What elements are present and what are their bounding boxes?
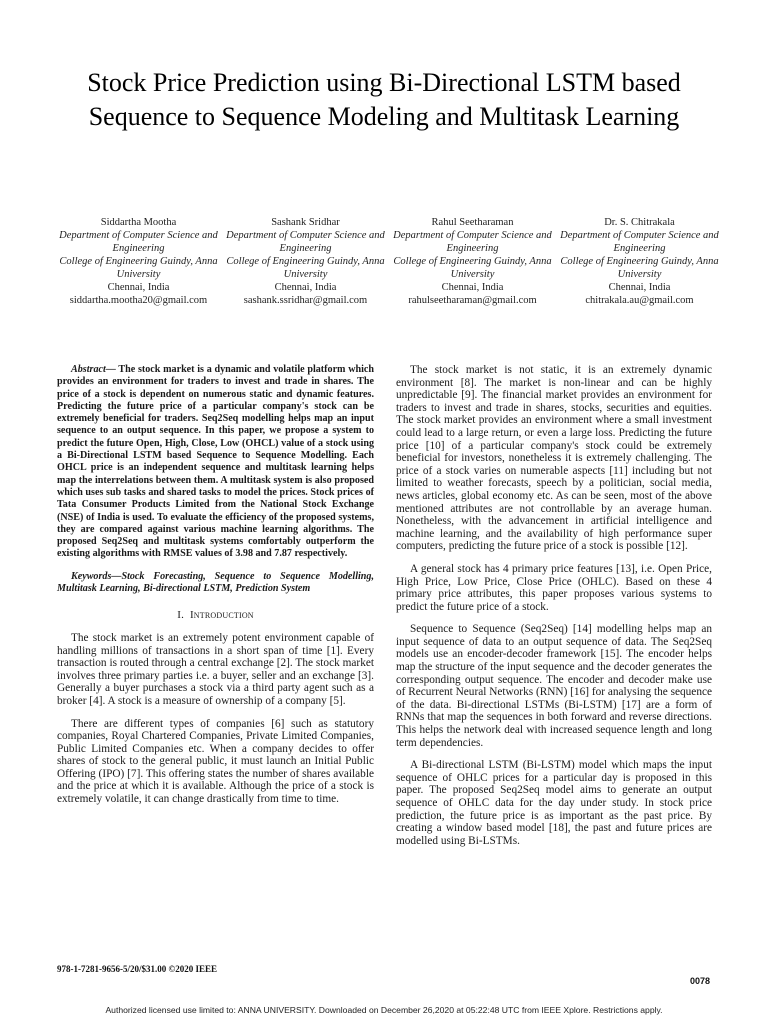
- author-block: [55, 216, 723, 307]
- author-email: sashank.ssridhar@gmail.com: [243, 295, 368, 306]
- copyright-footer: 978-1-7281-9656-5/20/$31.00 ©2020 IEEE: [57, 964, 217, 974]
- page-number: 0078: [689, 976, 710, 986]
- section-title: Introduction: [189, 609, 254, 622]
- author-dept: Department of Computer Science and Engineering: [560, 230, 719, 254]
- body-paragraph: There are different types of companies [6] such as statutory companies, Royal Chartered Companies, Private Limited Companies, Public Limited Companies etc. When a company decides to offer shares of stock to the general public, it must launch an Initial Public Offering (IPO) [7]. This offering states the number of shares available and the price at which it is available. Although the price of a stock is extremely volatile, it can change drastically from time to time.: [57, 717, 374, 806]
- section-number: I.: [177, 609, 185, 622]
- author-dept: Department of Computer Science and Engineering: [393, 230, 552, 254]
- left-column: [57, 364, 374, 806]
- author-name: Dr. S. Chitrakala: [604, 217, 675, 228]
- author-college: College of Engineering Guindy, Anna University: [59, 256, 218, 280]
- paper-title: Stock Price Prediction using Bi-Directional LSTM based Sequence to Sequence Modeling and Multitask Learning: [87, 68, 681, 131]
- author-college: College of Engineering Guindy, Anna University: [226, 256, 385, 280]
- body-paragraph: The stock market is an extremely potent environment capable of handling millions of transactions in a short span of time [1]. Every transaction is routed through a central exchange [2]. The stock market involves three primary parties i.e. a buyer, seller and an exchange [3]. Generally a buyer purchases a stock via a third party agent such as a broker [4]. A stock is a measure of ownership of a company [5].: [57, 631, 374, 707]
- author-2: [222, 216, 389, 307]
- author-1: [55, 216, 222, 307]
- author-3: [389, 216, 556, 307]
- author-name: Rahul Seetharaman: [431, 217, 514, 228]
- body-paragraph: A Bi-directional LSTM (Bi-LSTM) model which maps the input sequence of OHLC prices for a particular day is proposed in this paper. The proposed Seq2Seq model aims to generate an output sequence of OHLC data for the day under study. In stock price prediction, the future price is as important as the past price. By creating a window based model [18], the past and future prices are modelled using Bi-LSTMs.: [396, 759, 712, 847]
- author-email: rahulseetharaman@gmail.com: [408, 295, 537, 306]
- author-name: Siddartha Mootha: [100, 217, 177, 228]
- abstract-text: The stock market is a dynamic and volatile platform which provides an environment for traders to invest and trade in shares. The price of a stock is dependent on numerous static and dynamic features. Predicting the future price of a particular company's stock can be extremely beneficial for traders. Seq2Seq modelling helps map an input sequence to an output sequence. In this paper, we propose a system to predict the future Open, High, Close, Low (OHCL) value of a stock using a Bi-Directional LSTM based Sequence to Sequence Modelling. Each OHCL price is an independent sequence and multitask learning helps map the interrelations between them. A multitask system is also proposed which uses sub tasks and shared tasks to model the prices. Stock prices of Tata Consumer Products Limited from the National Stock Exchange (NSE) of India is used. To evaluate the efficiency of the proposed systems, they are compared against various machine learning algorithms. The proposed Seq2Seq and multitask systems comfortably outperform the existing algorithms with RMSE values of 3.98 and 7.87 respectively.: [57, 364, 374, 560]
- body-paragraph: A general stock has 4 primary price features [13], i.e. Open Price, High Price, Low Price, Close Price (OHLC). Based on these 4 primary price attributes, this paper proposes various systems to predict the future price of a stock.: [396, 562, 712, 613]
- keywords: Keywords—Stock Forecasting, Sequence to Sequence Modelling, Multitask Learning, Bi-directional LSTM, Prediction System: [57, 570, 374, 595]
- body-paragraph: The stock market is not static, it is an extremely dynamic environment [8]. The market is non-linear and can be highly unpredictable [9]. The financial market provides an environment for traders to invest and trade in shares, stocks, securities and equities. The stock market provides an environment where a small investment could lead to a large return, or even a large loss. Predicting the future price [10] of a particular company's stock could be extremely beneficial for investors, nonetheless it is extremely challenging. The price of a stock varies on numerable aspects [11] including but not limited to weather forecasts, speech by a politician, social media, news articles, global economy etc. As can be seen, most of the above mentioned attributes are not controllable by an average human. Nonetheless, with the advancement in artificial intelligence and machine learning, and the availability of high performance super computers, predicting the future price of a stock is possible [12].: [396, 364, 712, 553]
- author-location: Chennai, India: [441, 282, 504, 293]
- author-dept: Department of Computer Science and Engineering: [226, 230, 385, 254]
- author-location: Chennai, India: [274, 282, 337, 293]
- author-name: Sashank Sridhar: [271, 217, 340, 228]
- author-location: Chennai, India: [107, 282, 170, 293]
- license-notice: Authorized licensed use limited to: ANNA UNIVERSITY. Downloaded on December 26,2020 at 05:22:48 UTC from IEEE Xplore. Restrictions apply.: [105, 1005, 663, 1015]
- author-location: Chennai, India: [608, 282, 671, 293]
- author-email: siddartha.mootha20@gmail.com: [69, 295, 208, 306]
- author-email: chitrakala.au@gmail.com: [585, 295, 694, 306]
- author-college: College of Engineering Guindy, Anna University: [393, 256, 552, 280]
- abstract-label: Abstract—: [71, 364, 116, 375]
- author-4: [556, 216, 723, 307]
- author-college: College of Engineering Guindy, Anna University: [560, 256, 719, 280]
- body-paragraph: Sequence to Sequence (Seq2Seq) [14] modelling helps map an input sequence of data to an output sequence of data. The Seq2Seq models use an encoder-decoder framework [15]. The encoder helps map the structure of the input sequence and the decoder generates the corresponding output sequence. The encoder and decoder make use of Recurrent Neural Networks (RNN) [16] for analysing the sequence of the data. Bi-directional LSTMs (Bi-LSTM) [17] are a form of RNNs that map the sequences in both forward and reverse directions. This helps the network deal with increased sequence length and long term dependencies.: [396, 623, 712, 749]
- abstract: [57, 364, 374, 561]
- section-heading: [57, 609, 374, 622]
- right-column: [396, 364, 712, 847]
- author-dept: Department of Computer Science and Engineering: [59, 230, 218, 254]
